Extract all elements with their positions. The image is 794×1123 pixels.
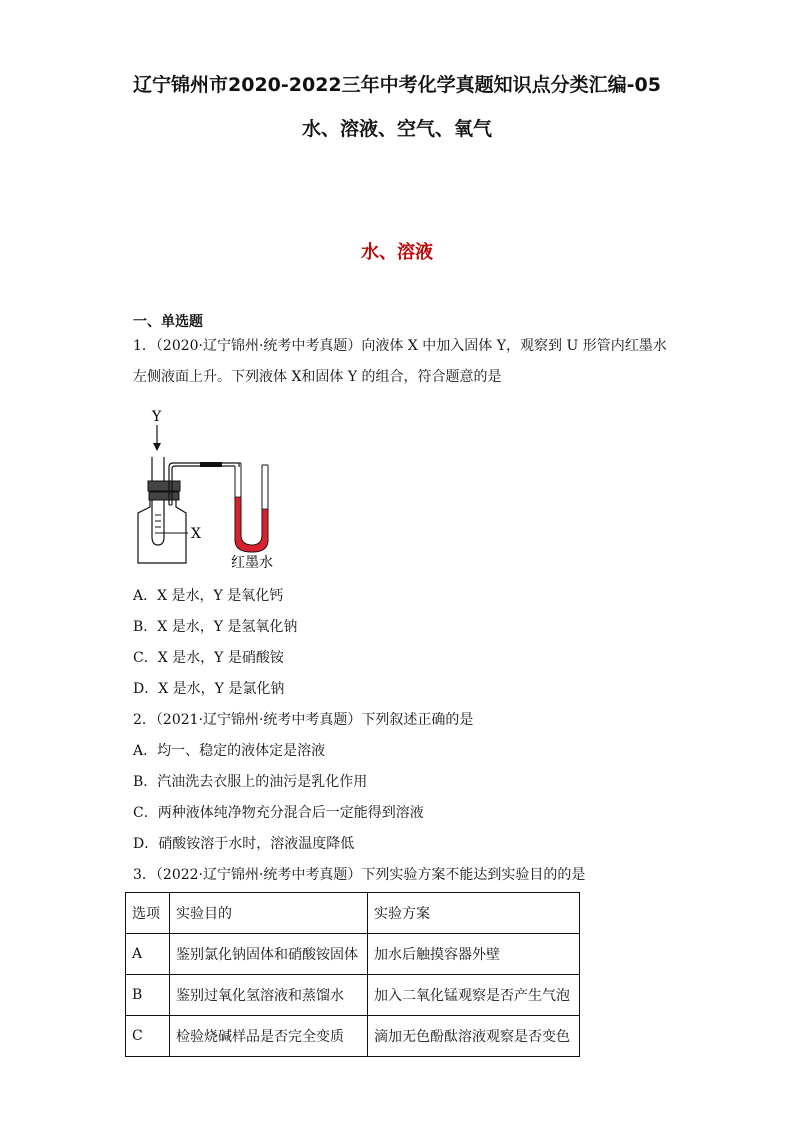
- q1-option-c: C．X 是水，Y 是硝酸铵: [133, 650, 284, 666]
- table-row: [126, 934, 580, 975]
- table-header-row: [126, 893, 580, 934]
- q2-option-b: B．汽油洗去衣服上的油污是乳化作用: [133, 774, 368, 790]
- label-x: X: [191, 526, 201, 542]
- cell-option: B: [126, 975, 170, 1016]
- cell-option: C: [126, 1016, 170, 1057]
- header-option: 选项: [126, 893, 170, 934]
- question-3-stem: 3．（2022·辽宁锦州·统考中考真题）下列实验方案不能达到实验目的的是: [133, 867, 586, 883]
- cell-purpose: 检验烧碱样品是否完全变质: [170, 1016, 368, 1057]
- document-title: 辽宁锦州市2020-2022三年中考化学真题知识点分类汇编-05: [133, 74, 661, 96]
- cell-option: A: [126, 934, 170, 975]
- question-1-stem-line2: 左侧液面上升。下列液体 X和固体 Y 的组合，符合题意的是: [133, 369, 502, 385]
- subsection-heading: 一、单选题: [133, 314, 203, 330]
- q1-option-d: D．X 是水，Y 是氯化钠: [133, 681, 285, 697]
- label-y: Y: [152, 409, 162, 425]
- label-red-ink: 红墨水: [231, 555, 273, 570]
- header-purpose: 实验目的: [170, 893, 368, 934]
- q1-option-b: B．X 是水，Y 是氢氧化钠: [133, 619, 298, 635]
- q2-option-c: C．两种液体纯净物充分混合后一定能得到溶液: [133, 805, 424, 821]
- cell-purpose: 鉴别过氧化氢溶液和蒸馏水: [170, 975, 368, 1016]
- question-1-stem-line1: 1．（2020·辽宁锦州·统考中考真题）向液体 X 中加入固体 Y，观察到 U 形管内红墨水: [133, 338, 667, 354]
- u-tube-apparatus-figure: [128, 405, 293, 570]
- question-2-stem: 2．（2021·辽宁锦州·统考中考真题）下列叙述正确的是: [133, 712, 474, 728]
- cell-plan: 加入二氧化锰观察是否产生气泡: [368, 975, 580, 1016]
- q2-option-d: D．硝酸铵溶于水时，溶液温度降低: [133, 836, 355, 852]
- section-heading: 水、溶液: [361, 242, 433, 263]
- table-row: [126, 975, 580, 1016]
- q1-option-a: A．X 是水，Y 是氧化钙: [133, 588, 284, 604]
- table-row: [126, 1016, 580, 1057]
- question-3-table: [125, 892, 580, 1057]
- cell-purpose: 鉴别氯化钠固体和硝酸铵固体: [170, 934, 368, 975]
- document-subtitle: 水、溶液、空气、氧气: [301, 118, 492, 140]
- q2-option-a: A．均一、稳定的液体定是溶液: [133, 743, 326, 759]
- header-plan: 实验方案: [368, 893, 580, 934]
- cell-plan: 滴加无色酚酞溶液观察是否变色: [368, 1016, 580, 1057]
- cell-plan: 加水后触摸容器外壁: [368, 934, 580, 975]
